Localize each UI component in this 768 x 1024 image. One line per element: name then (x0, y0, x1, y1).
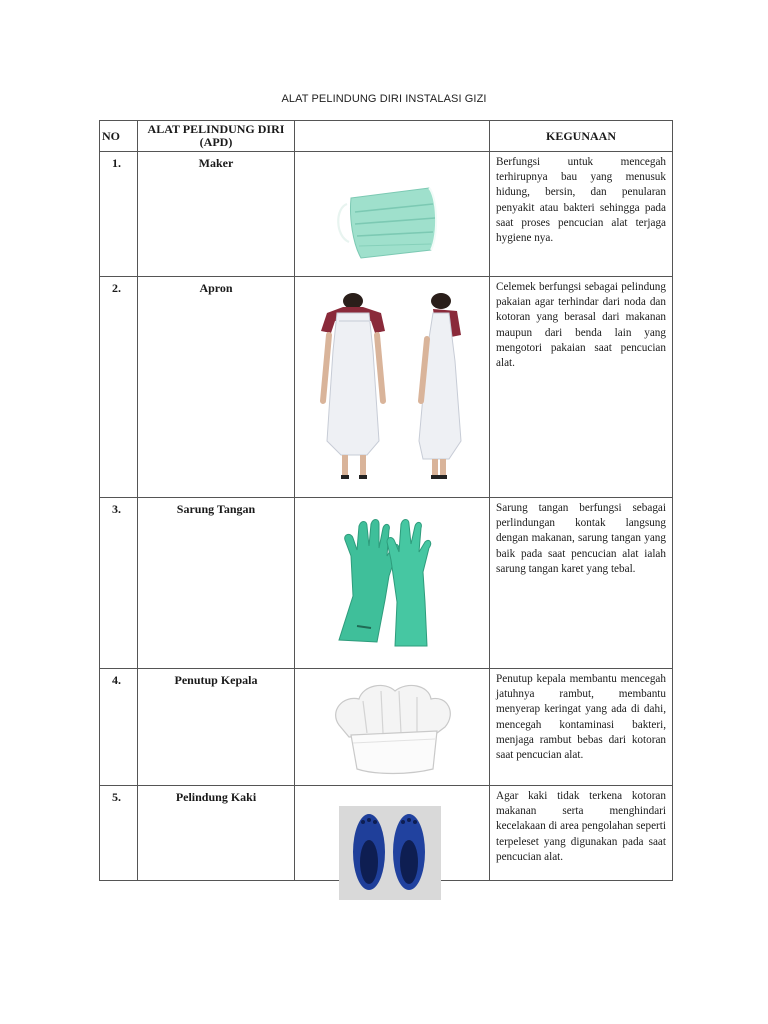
clogs-icon (339, 806, 441, 900)
document-title: ALAT PELINDUNG DIRI INSTALASI GIZI (281, 93, 487, 105)
apd-image-cell (295, 669, 490, 786)
row-number: 5. (100, 786, 138, 881)
apd-name: Maker (138, 152, 295, 277)
rubber-gloves-icon (331, 516, 441, 648)
table-row (100, 786, 673, 881)
table-row (100, 277, 673, 498)
table-row (100, 669, 673, 786)
header-no: NO (100, 121, 138, 152)
face-mask-icon (333, 178, 445, 272)
apd-image-cell (295, 277, 490, 498)
apd-table (99, 120, 673, 881)
row-number: 4. (100, 669, 138, 786)
apd-name: Pelindung Kaki (138, 786, 295, 881)
apd-use: Sarung tangan berfungsi sebagai perlindungan kontak langsung dengan makanan, sarung tangan yang baik pada saat pencucian alat ialah sarung tangan karet yang tebal. (490, 498, 673, 669)
apd-name: Sarung Tangan (138, 498, 295, 669)
table-row (100, 498, 673, 669)
row-number: 1. (100, 152, 138, 277)
apd-image-cell (295, 152, 490, 277)
apd-use: Berfungsi untuk mencegah terhirupnya bau yang menusuk hidung, bersin, dan penularan penyakit atau bakteri sehingga pada saat proses pencucian alat terjaga hygiene nya. (490, 152, 673, 277)
apd-use: Celemek berfungsi sebagai pelindung pakaian agar terhindar dari noda dan kotoran yang berasal dari makanan maupun dari benda lain yang mengotori pakaian saat pencucian alat. (490, 277, 673, 498)
row-number: 3. (100, 498, 138, 669)
apd-use: Penutup kepala membantu mencegah jatuhnya rambut, membantu menyerap keringat yang ada di dahi, mencegah kontaminasi bakteri, menjaga rambut bebas dari kotoran saat pencucian alat. (490, 669, 673, 786)
apd-use: Agar kaki tidak terkena kotoran makanan serta menghindari kecelakaan di area pengolahan seperti terpeleset yang digunakan pada saat pencucian alat. (490, 786, 673, 881)
apd-image-cell (295, 498, 490, 669)
table-header-row (100, 121, 673, 152)
apd-name: Apron (138, 277, 295, 498)
apd-name: Penutup Kepala (138, 669, 295, 786)
chef-hat-icon (329, 681, 455, 775)
header-image (295, 121, 490, 152)
row-number: 2. (100, 277, 138, 498)
header-use: KEGUNAAN (490, 121, 673, 152)
table-row (100, 152, 673, 277)
apron-icon (309, 291, 479, 483)
apd-image-cell (295, 786, 490, 881)
header-apd: ALAT PELINDUNG DIRI (APD) (138, 121, 295, 152)
